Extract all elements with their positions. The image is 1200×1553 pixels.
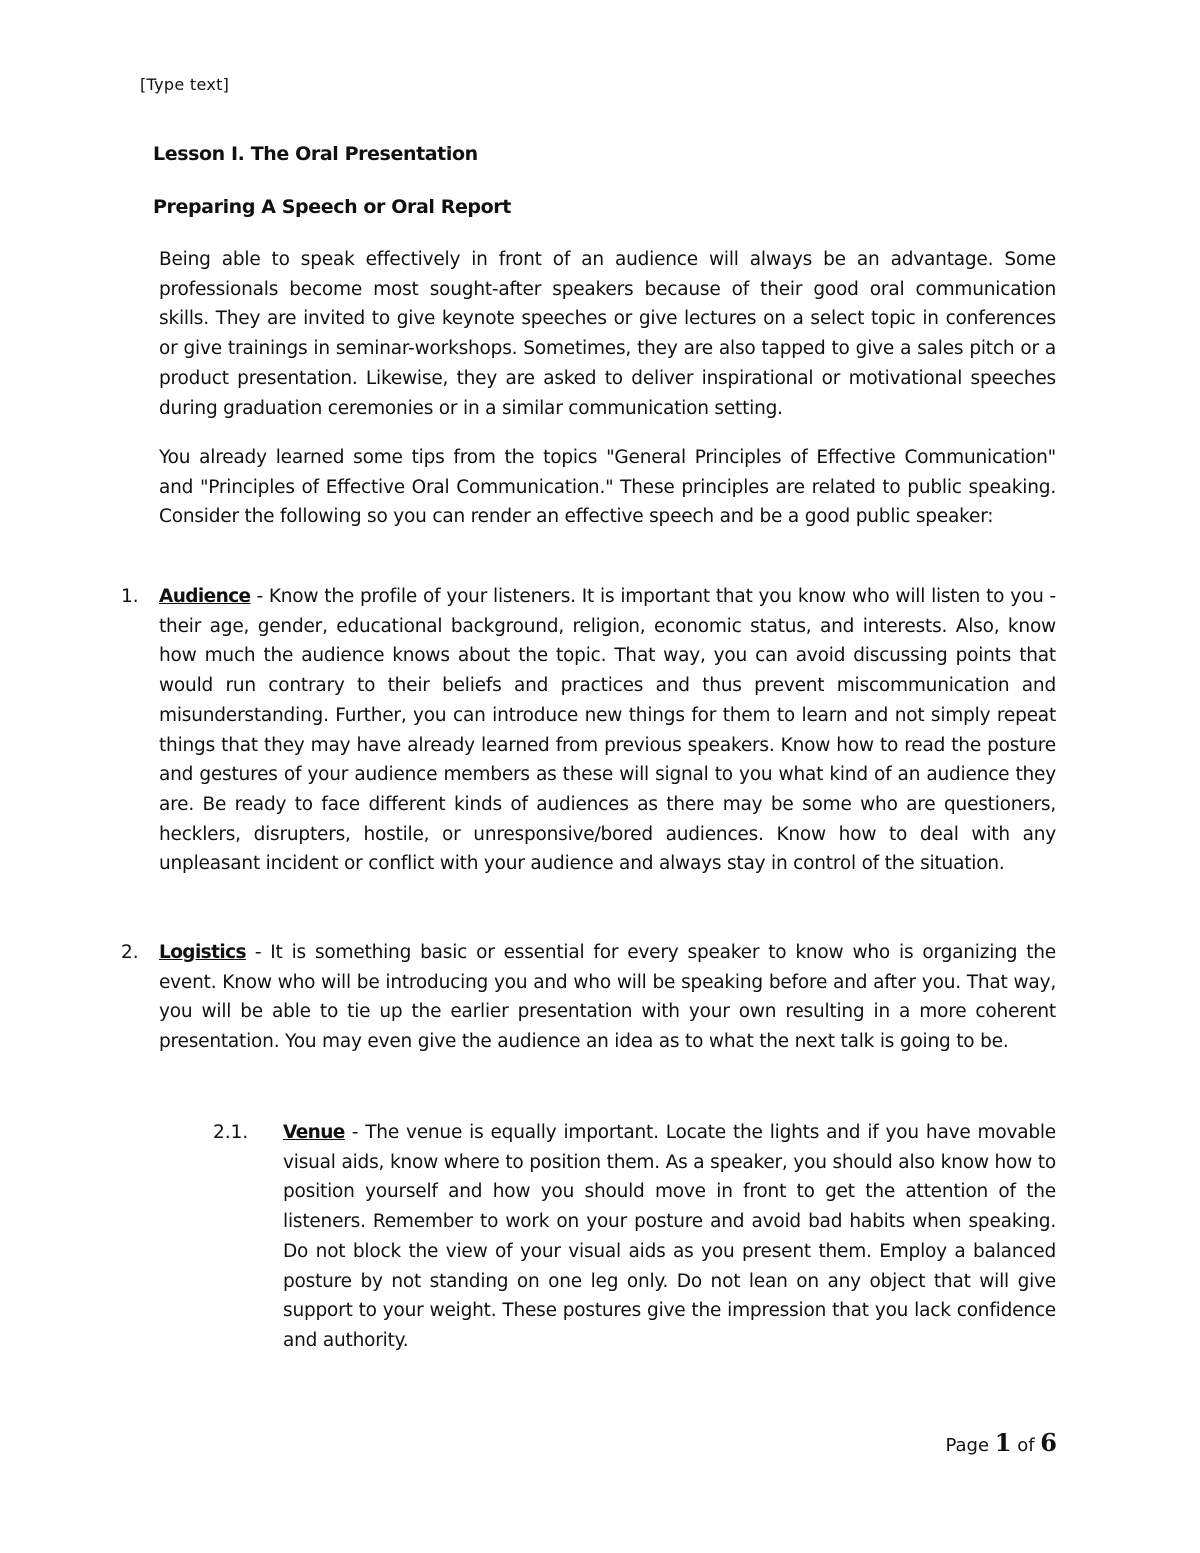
- list-number: 2.: [121, 942, 139, 963]
- list-text: - Know the profile of your listeners. It is important that you know who will listen to you - their age, gender, educational background, religion, economic status, and interests. Also, know how much the audience knows about the topic. That way, you can avoid discussing points that would run contrary to their beliefs and practices and thus prevent miscommunication and misunderstanding. Further, you can introduce new things for them to learn and not simply repeat things that they may have already learned from previous speakers. Know how to read the posture and gestures of your audience members as these will signal to you what kind of an audience they are. Be ready to face different kinds of audiences as there may be some who are questioners, hecklers, disrupters, hostile, or unresponsive/bored audiences. Know how to deal with any unpleasant incident or conflict with your audience and always stay in control of the situation.: [159, 586, 1056, 875]
- page-number: [945, 1428, 1057, 1457]
- header-text: [Type text]: [140, 75, 230, 94]
- section-subtitle: Preparing A Speech or Oral Report: [153, 196, 511, 218]
- list-item-body: [159, 582, 1056, 879]
- sublist-text: - The venue is equally important. Locate the lights and if you have movable visual aids, know where to position them. As a speaker, you should also know how to position yourself and how you should move in front to get the attention of the listeners. Remember to work on your posture and avoid bad habits when speaking. Do not block the view of your visual aids as you present them. Employ a balanced posture by not standing on one leg only. Do not lean on any object that will give support to your weight. These postures give the impression that you lack confidence and authority.: [283, 1122, 1056, 1351]
- sublist-term: Venue: [283, 1122, 345, 1143]
- list-text: - It is something basic or essential for every speaker to know who is organizing the event. Know who will be introducing you and who will be speaking before and after you. That way, you will be able to tie up the earlier presentation with your own resulting in a more coherent presentation. You may even give the audience an idea as to what the next talk is going to be.: [159, 942, 1056, 1053]
- lesson-title: Lesson I. The Oral Presentation: [153, 143, 478, 165]
- tips-paragraph: You already learned some tips from the topics "General Principles of Effective Communication" and "Principles of Effective Oral Communication." These principles are related to public speaking. Consider the following so you can render an effective speech and be a good public speaker:: [159, 447, 1056, 528]
- page-of: of: [1011, 1435, 1041, 1456]
- list-term: Logistics: [159, 942, 246, 963]
- page-total: 6: [1040, 1428, 1057, 1457]
- sublist-item-body: [283, 1118, 1056, 1356]
- page-label: Page: [945, 1435, 995, 1456]
- list-term: Audience: [159, 586, 251, 607]
- page-current: 1: [994, 1428, 1012, 1457]
- list-item-body: [159, 938, 1056, 1057]
- list-number: 1.: [121, 586, 139, 607]
- sublist-number: 2.1.: [213, 1122, 249, 1143]
- intro-paragraph: Being able to speak effectively in front of an audience will always be an advantage. Some professionals become most sought-after speakers because of their good oral communication skills. They are invited to give keynote speeches or give lectures on a select topic in conferences or give trainings in seminar-workshops. Sometimes, they are also tapped to give a sales pitch or a product presentation. Likewise, they are asked to deliver inspirational or motivational speeches during graduation ceremonies or in a similar communication setting.: [159, 249, 1056, 419]
